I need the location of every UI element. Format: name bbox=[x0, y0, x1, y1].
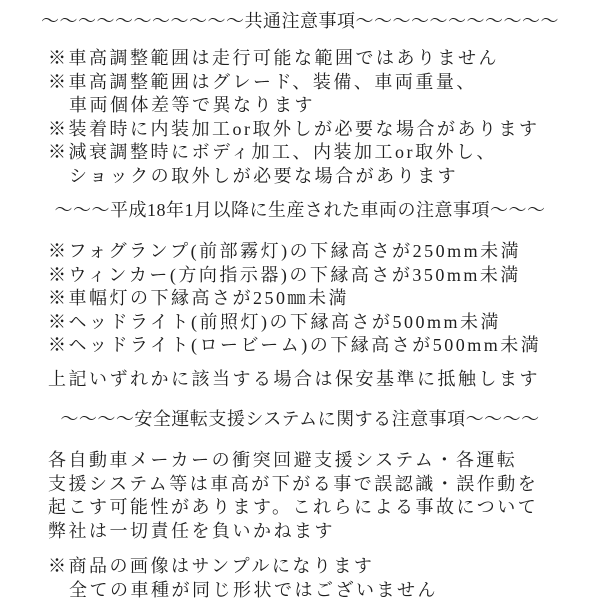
driver-assist-header bbox=[0, 407, 600, 431]
section-header: ～～～～～～～～～～～共通注意事項～～～～～～～～～～～ bbox=[41, 11, 559, 31]
notice-document bbox=[0, 9, 600, 600]
lamp-height-notes bbox=[0, 240, 600, 358]
notice-line: 全ての車種が同じ形状ではございません bbox=[69, 579, 438, 600]
notice-line: ※フォグランプ(前部霧灯)の下縁高さが250mm未満 bbox=[48, 241, 522, 261]
notice-line: 上記いずれかに該当する場合は保安基準に抵触します bbox=[48, 368, 540, 389]
notice-line: ※車高調整範囲は走行可能な範囲ではありません bbox=[48, 48, 499, 68]
driver-assist-paragraph bbox=[0, 449, 600, 543]
common-notes-header bbox=[0, 9, 600, 33]
section-header: ～～～平成18年1月以降に生産された車両の注意事項～～～ bbox=[54, 200, 546, 220]
post-heisei18-header bbox=[0, 198, 600, 222]
notice-line: 支援システム等は車高が下がる事で誤認識・誤作動を bbox=[48, 473, 539, 494]
notice-line: 車両個体差等で異なります bbox=[69, 95, 315, 115]
sample-image-note bbox=[0, 555, 600, 600]
notice-line: ※商品の画像はサンプルになります bbox=[48, 556, 375, 576]
notice-line: 各自動車メーカーの衝突回避支援システム・各運転 bbox=[48, 450, 518, 470]
common-notes bbox=[0, 47, 600, 188]
notice-line: ※装着時に内装加工or取外しが必要な場合があります bbox=[48, 118, 540, 139]
notice-line: ※減衰調整時にボディ加工、内装加工or取外し、 bbox=[48, 142, 498, 162]
notice-line: ※ウィンカー(方向指示器)の下縁高さが350mm未満 bbox=[48, 264, 521, 285]
safety-standard-note bbox=[0, 368, 600, 392]
notice-line: ショックの取外しが必要な場合があります bbox=[69, 165, 459, 186]
notice-line: ※ヘッドライト(前照灯)の下縁高さが500mm未満 bbox=[48, 311, 501, 332]
notice-line: 弊社は一切責任を負いかねます bbox=[48, 520, 335, 541]
notice-line: 起こす可能性があります。これらによる事故について bbox=[48, 497, 539, 517]
notice-line: ※車幅灯の下縁高さが250㎜未満 bbox=[48, 288, 349, 308]
section-header: ～～～～安全運転支援システムに関する注意事項～～～～ bbox=[60, 409, 540, 429]
notice-line: ※車高調整範囲はグレード、装備、車両重量、 bbox=[48, 71, 477, 92]
notice-line: ※ヘッドライト(ロービーム)の下縁高さが500mm未満 bbox=[48, 335, 542, 355]
